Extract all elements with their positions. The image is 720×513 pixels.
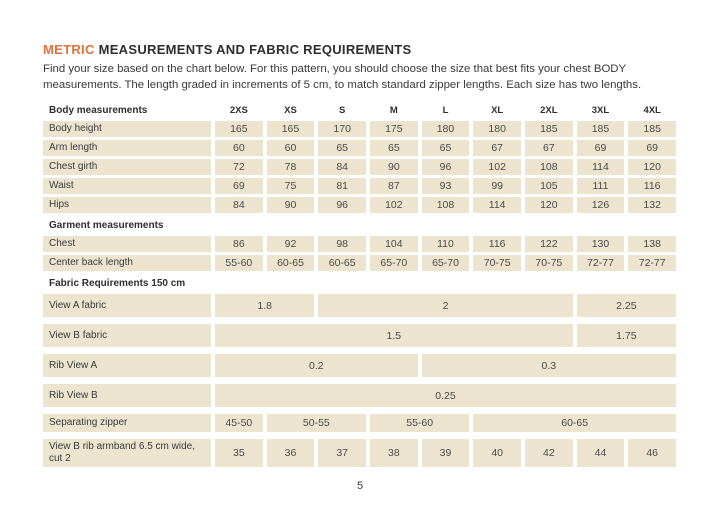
value-cell: 65 bbox=[318, 140, 366, 156]
value-cell: 87 bbox=[370, 178, 418, 194]
value-cell: 37 bbox=[318, 439, 366, 467]
table-row bbox=[43, 439, 676, 467]
value-cell: 96 bbox=[422, 159, 470, 175]
value-cell: 60-65 bbox=[267, 255, 315, 271]
table-row bbox=[43, 384, 676, 407]
value-cell: 126 bbox=[577, 197, 625, 213]
value-cell: 75 bbox=[267, 178, 315, 194]
value-cell: 102 bbox=[473, 159, 521, 175]
row-label: Body height bbox=[43, 121, 211, 137]
table-row bbox=[43, 178, 676, 194]
value-cell: 65 bbox=[370, 140, 418, 156]
value-cell: 138 bbox=[628, 236, 676, 252]
value-cell: 185 bbox=[525, 121, 573, 137]
value-cell: 180 bbox=[473, 121, 521, 137]
value-cell: 70-75 bbox=[525, 255, 573, 271]
value-cell: 120 bbox=[525, 197, 573, 213]
value-cell: 72 bbox=[215, 159, 263, 175]
intro-paragraph bbox=[43, 62, 676, 93]
value-cell: 130 bbox=[577, 236, 625, 252]
value-cell: 111 bbox=[577, 178, 625, 194]
page-title-rest: MEASUREMENTS AND FABRIC REQUIREMENTS bbox=[98, 42, 412, 57]
table-row bbox=[43, 236, 676, 252]
size-column-header: 2XL bbox=[540, 104, 558, 116]
row-label: Rib View B bbox=[43, 384, 211, 407]
size-table bbox=[43, 101, 676, 467]
section-header-label: Garment measurements bbox=[49, 219, 164, 231]
table-row bbox=[43, 414, 676, 432]
value-cell: 110 bbox=[422, 236, 470, 252]
value-cell: 81 bbox=[318, 178, 366, 194]
value-cell: 40 bbox=[473, 439, 521, 467]
section-header-label: Body measurements bbox=[49, 104, 148, 116]
value-cell: 90 bbox=[370, 159, 418, 175]
size-column-header: L bbox=[442, 104, 449, 116]
value-cell: 2.25 bbox=[577, 294, 676, 317]
size-column-header: 4XL bbox=[643, 104, 661, 116]
table-row bbox=[43, 354, 676, 377]
value-cell: 120 bbox=[628, 159, 676, 175]
size-column-header: XS bbox=[284, 104, 297, 116]
value-cell: 72-77 bbox=[577, 255, 625, 271]
value-cell: 39 bbox=[422, 439, 470, 467]
value-cell: 114 bbox=[577, 159, 625, 175]
value-cell: 69 bbox=[577, 140, 625, 156]
value-cell: 60-65 bbox=[318, 255, 366, 271]
value-cell: 180 bbox=[422, 121, 470, 137]
value-cell: 69 bbox=[628, 140, 676, 156]
row-label: Separating zipper bbox=[43, 414, 211, 432]
value-cell: 132 bbox=[628, 197, 676, 213]
value-cell: 65 bbox=[422, 140, 470, 156]
table-row bbox=[43, 255, 676, 271]
value-cell: 114 bbox=[473, 197, 521, 213]
value-cell: 44 bbox=[577, 439, 625, 467]
value-cell: 122 bbox=[525, 236, 573, 252]
value-cell: 0.2 bbox=[215, 354, 418, 377]
value-cell: 84 bbox=[318, 159, 366, 175]
size-column-header: S bbox=[338, 104, 346, 116]
section-header-row bbox=[43, 101, 676, 119]
value-cell: 60 bbox=[267, 140, 315, 156]
table-row bbox=[43, 324, 676, 347]
value-cell: 92 bbox=[267, 236, 315, 252]
table-row bbox=[43, 159, 676, 175]
page-number: 5 bbox=[356, 480, 364, 492]
value-cell: 165 bbox=[267, 121, 315, 137]
value-cell: 78 bbox=[267, 159, 315, 175]
row-label: Waist bbox=[43, 178, 211, 194]
row-label: Arm length bbox=[43, 140, 211, 156]
value-cell: 1.8 bbox=[215, 294, 314, 317]
section-header-row bbox=[43, 216, 676, 234]
value-cell: 38 bbox=[370, 439, 418, 467]
value-cell: 36 bbox=[267, 439, 315, 467]
row-label: Center back length bbox=[43, 255, 211, 271]
table-row bbox=[43, 197, 676, 213]
size-column-header: M bbox=[389, 104, 398, 116]
value-cell: 50-55 bbox=[267, 414, 366, 432]
value-cell: 35 bbox=[215, 439, 263, 467]
value-cell: 93 bbox=[422, 178, 470, 194]
value-cell: 116 bbox=[473, 236, 521, 252]
value-cell: 84 bbox=[215, 197, 263, 213]
table-row bbox=[43, 121, 676, 137]
size-column-header: 2XS bbox=[229, 104, 248, 116]
row-label: Chest bbox=[43, 236, 211, 252]
value-cell: 185 bbox=[628, 121, 676, 137]
value-cell: 55-60 bbox=[215, 255, 263, 271]
row-label: Hips bbox=[43, 197, 211, 213]
value-cell: 165 bbox=[215, 121, 263, 137]
value-cell: 67 bbox=[525, 140, 573, 156]
value-cell: 90 bbox=[267, 197, 315, 213]
value-cell: 104 bbox=[370, 236, 418, 252]
value-cell: 1.5 bbox=[215, 324, 573, 347]
value-cell: 65-70 bbox=[422, 255, 470, 271]
value-cell: 170 bbox=[318, 121, 366, 137]
value-cell: 42 bbox=[525, 439, 573, 467]
value-cell: 108 bbox=[525, 159, 573, 175]
size-column-header: 3XL bbox=[591, 104, 610, 116]
value-cell: 116 bbox=[628, 178, 676, 194]
value-cell: 96 bbox=[318, 197, 366, 213]
value-cell: 60-65 bbox=[473, 414, 676, 432]
value-cell: 60 bbox=[215, 140, 263, 156]
row-label: Chest girth bbox=[43, 159, 211, 175]
value-cell: 102 bbox=[370, 197, 418, 213]
value-cell: 185 bbox=[577, 121, 625, 137]
page-title bbox=[43, 42, 676, 57]
table-row bbox=[43, 140, 676, 156]
value-cell: 98 bbox=[318, 236, 366, 252]
value-cell: 2 bbox=[318, 294, 572, 317]
size-column-header: XL bbox=[491, 104, 504, 116]
value-cell: 69 bbox=[215, 178, 263, 194]
section-header-label: Fabric Requirements 150 cm bbox=[49, 277, 186, 289]
value-cell: 99 bbox=[473, 178, 521, 194]
value-cell: 45-50 bbox=[215, 414, 263, 432]
value-cell: 46 bbox=[628, 439, 676, 467]
value-cell: 55-60 bbox=[370, 414, 469, 432]
row-label: View A fabric bbox=[43, 294, 211, 317]
value-cell: 105 bbox=[525, 178, 573, 194]
table-row bbox=[43, 294, 676, 317]
row-label: View B fabric bbox=[43, 324, 211, 347]
value-cell: 0.3 bbox=[422, 354, 676, 377]
value-cell: 108 bbox=[422, 197, 470, 213]
intro-line: measurements. The length graded in increments of 5 cm, to match standard zipper lengths. Each size has two lengths. bbox=[43, 78, 642, 91]
value-cell: 86 bbox=[215, 236, 263, 252]
value-cell: 67 bbox=[473, 140, 521, 156]
value-cell: 72-77 bbox=[628, 255, 676, 271]
value-cell: 1.75 bbox=[577, 324, 676, 347]
value-cell: 0.25 bbox=[215, 384, 676, 407]
page-title-accent: METRIC bbox=[43, 42, 95, 57]
value-cell: 65-70 bbox=[370, 255, 418, 271]
value-cell: 70-75 bbox=[473, 255, 521, 271]
intro-line: Find your size based on the chart below. For this pattern, you should choose the size that best fits your chest BODY bbox=[43, 63, 627, 75]
value-cell: 175 bbox=[370, 121, 418, 137]
row-label: View B rib armband 6.5 cm wide, cut 2 bbox=[43, 439, 211, 467]
section-header-row bbox=[43, 274, 676, 292]
row-label: Rib View A bbox=[43, 354, 211, 377]
